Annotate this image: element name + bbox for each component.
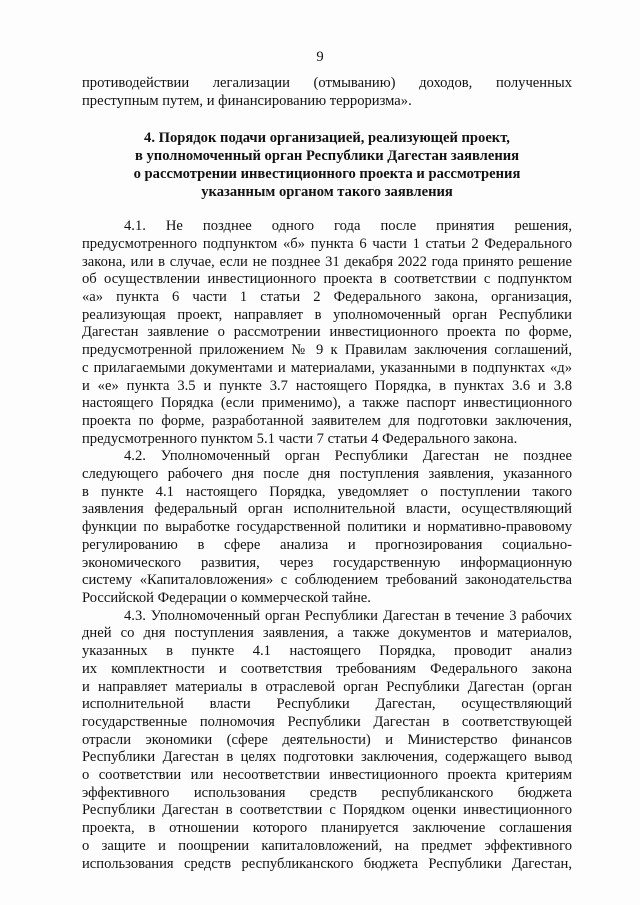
heading-line: 4. Порядок подачи организацией, реализующей проект,	[144, 130, 510, 147]
paragraph-line: проекта, в отношении которого планируется заключение соглашения	[82, 820, 572, 837]
paragraph-line: в пункте 4.1 настоящего Порядка, уведомляет о поступлении такого	[82, 483, 572, 500]
paragraph-line: экономического развития, через государственную информационную	[82, 554, 572, 571]
heading-line: указанным органом такого заявления	[201, 183, 453, 200]
intro-line: преступным путем, и финансированию терроризма».	[82, 92, 412, 109]
heading-line: в уполномоченный орган Республики Дагестан заявления	[134, 148, 520, 165]
paragraph-line: предусмотренной приложением № 9 к Правилам заключения соглашений,	[82, 342, 572, 359]
paragraph-line: регулированию в сфере анализа и прогнозирования социально-	[82, 536, 572, 553]
paragraph-line: государственные полномочия Республики Дагестан в соответствующей	[82, 713, 572, 730]
paragraph-line: отрасли экономики (сфере деятельности) и Министерство финансов	[82, 731, 572, 748]
heading-line: о рассмотрении инвестиционного проекта и рассмотрения	[133, 165, 521, 182]
paragraph-line: использования средств республиканского бюджета Республики Дагестан,	[82, 855, 572, 872]
paragraph-line: 4.3. Уполномоченный орган Республики Дагестан в течение 3 рабочих	[124, 607, 572, 624]
paragraph-line: их комплектности и соответствия требованиям Федерального закона	[82, 660, 572, 677]
paragraph-line: заявления федеральный орган исполнительной власти, осуществляющий	[82, 501, 572, 518]
page-number: 9	[316, 49, 324, 65]
section-heading	[82, 130, 572, 201]
paragraph-line: настоящего Порядка (если применимо), а также паспорт инвестиционного	[82, 395, 572, 412]
paragraph-line: реализующая проект, направляет в уполномоченный орган Республики	[82, 306, 572, 323]
paragraph-line: 4.1. Не позднее одного года после принятия решения,	[124, 218, 572, 235]
paragraph-line: указанных в пункте 4.1 настоящего Порядка, проводит анализ	[82, 643, 572, 660]
paragraph-line: и «е» пункта 3.5 и пункте 3.7 настоящего Порядка, в пунктах 3.6 и 3.8	[82, 377, 572, 394]
paragraph-line: следующего рабочего дня после дня поступления заявления, указанного	[82, 466, 572, 483]
paragraph-line: эффективного использования средств республиканского бюджета	[82, 784, 572, 801]
paragraph-line: о защите и поощрении капиталовложений, на предмет эффективного	[82, 837, 572, 854]
paragraph-line: дней со дня поступления заявления, а также документов и материалов,	[82, 625, 572, 642]
paragraph-line: Республики Дагестан в соответствии с Порядком оценки инвестиционного	[82, 802, 572, 819]
paragraph-line: Республики Дагестан в целях подготовки заключения, содержащего вывод	[82, 749, 572, 766]
paragraph-4-2	[82, 448, 572, 607]
paragraph-line: систему «Капиталовложения» с соблюдением требований законодательства	[82, 572, 572, 589]
paragraph-line: предусмотренного пунктом 5.1 части 7 статьи 4 Федерального закона.	[82, 430, 518, 447]
document-body	[82, 75, 572, 873]
paragraph-line: закона, или в случае, если не позднее 31 декабря 2022 года принято решение	[82, 253, 572, 270]
paragraph-line: Дагестан заявление о рассмотрении инвестиционного проекта по форме,	[82, 324, 572, 341]
paragraph-line: и направляет материалы в отраслевой орган Республики Дагестан (орган	[82, 678, 572, 695]
paragraph-line: 4.2. Уполномоченный орган Республики Дагестан не позднее	[124, 448, 572, 465]
paragraph-line: об осуществлении инвестиционного проекта в соответствии с подпунктом	[82, 271, 572, 288]
paragraph-line: предусмотренного подпунктом «б» пункта 6 части 1 статьи 2 Федерального	[82, 235, 572, 252]
paragraph-4-1	[82, 218, 572, 448]
paragraph-line: функции по выработке государственной политики и нормативно-правовому	[82, 519, 572, 536]
intro-line: противодействии легализации (отмыванию) доходов, полученных	[82, 75, 572, 91]
paragraph-line: исполнительной власти Республики Дагестан, осуществляющий	[82, 696, 572, 713]
paragraph-4-3	[82, 608, 572, 874]
paragraph-line: проекта по форме, разработанной заявителем для подготовки заключения,	[82, 412, 572, 429]
paragraph-line: о соответствии или несоответствии инвестиционного проекта критериям	[82, 767, 572, 784]
paragraph-line: с прилагаемыми документами и материалами, указанными в подпунктах «д»	[82, 359, 572, 376]
paragraph-line: «а» пункта 6 части 1 статьи 2 Федерального закона, организация,	[82, 289, 572, 306]
paragraph-line: Российской Федерации о коммерческой тайне.	[82, 589, 371, 606]
